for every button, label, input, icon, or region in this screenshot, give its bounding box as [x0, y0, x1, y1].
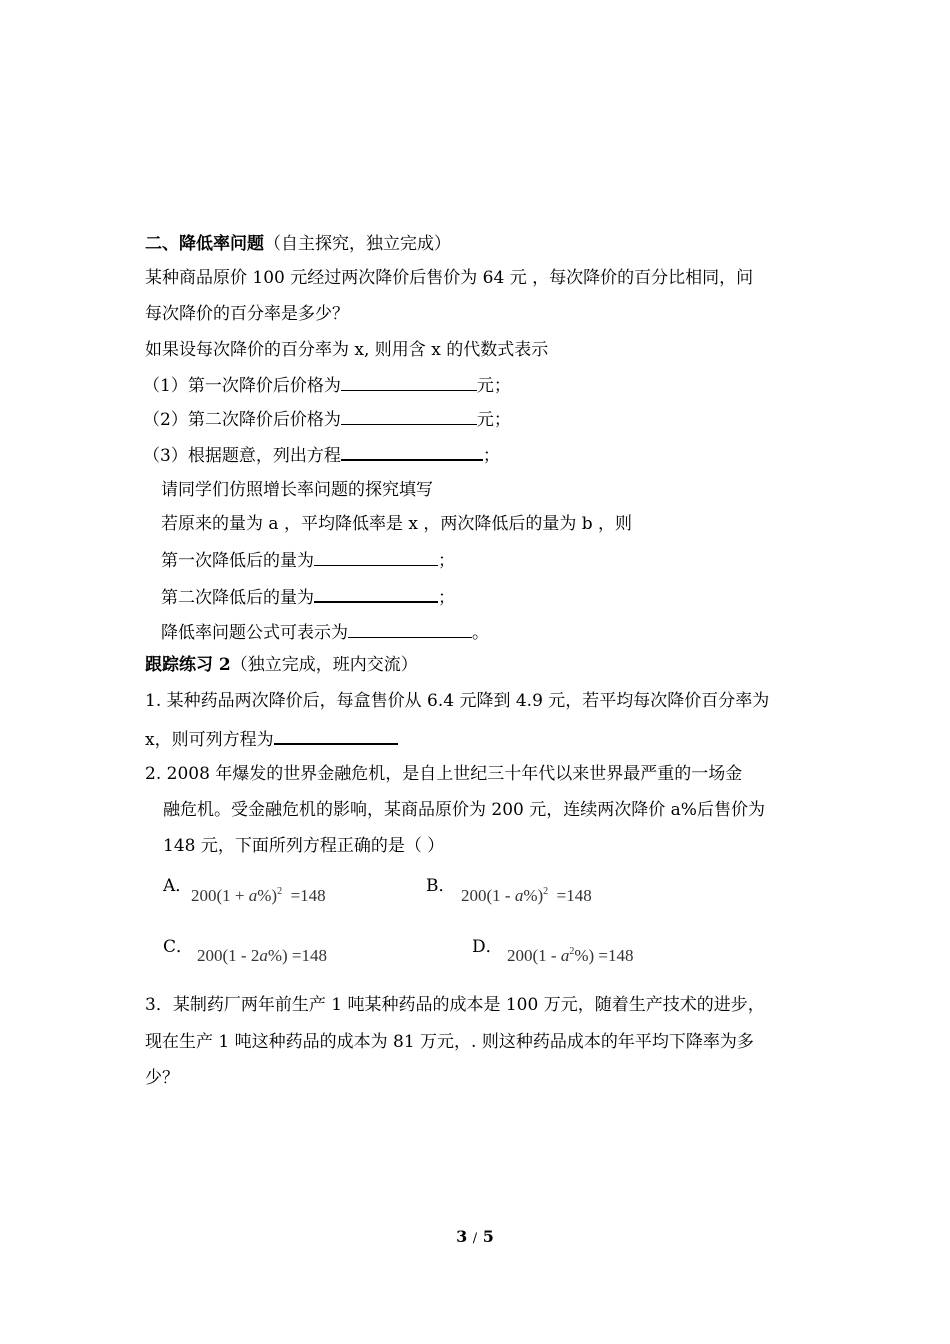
option-a-label[interactable]: A． — [163, 876, 193, 896]
formula-part: %) — [257, 886, 278, 905]
formula-rhs: =148 — [598, 946, 634, 965]
exercise-3-line: 现在生产 1 吨这种药品的成本为 81 万元，. 则这种药品成本的年平均下降率为多 — [145, 1032, 754, 1052]
answer-blank[interactable] — [341, 406, 477, 425]
formula-line — [161, 619, 489, 645]
answer-blank[interactable] — [341, 441, 483, 461]
question-1-text: （1）第一次降价后价格为 — [143, 376, 341, 396]
page-separator: / — [472, 1231, 478, 1246]
problem-text-line: 某种商品原价 100 元经过两次降价后售价为 64 元 ，每次降价的百分比相同，问 — [145, 268, 754, 288]
question-3-text: （3）根据题意，列出方程 — [143, 446, 341, 466]
practice-title: 跟踪练习 2 — [145, 655, 231, 675]
question-2-unit: 元； — [476, 410, 511, 430]
formula-rhs: =148 — [291, 946, 327, 965]
question-2 — [143, 406, 511, 432]
formula-part: %) — [267, 946, 288, 965]
formula-rhs: =148 — [556, 886, 592, 905]
formula-part: %) — [574, 946, 595, 965]
option-a-formula — [191, 885, 326, 907]
formula-exponent: 2 — [543, 886, 549, 897]
second-reduction — [161, 583, 455, 610]
formula-exponent: 2 — [569, 946, 575, 957]
formula-variable: a — [560, 946, 570, 965]
inquiry-assumption: 若原来的量为 a ，平均降低率是 x ，两次降低后的量为 b ，则 — [161, 514, 633, 534]
question-2-text: （2）第二次降价后价格为 — [143, 410, 341, 430]
formula-exponent: 2 — [277, 886, 283, 897]
practice-heading — [145, 653, 418, 677]
current-page: 3 — [456, 1227, 468, 1246]
exercise-2-line: 148 元，下面所列方程正确的是（ ） — [163, 836, 445, 856]
formula-variable: a — [248, 886, 258, 905]
exercise-1-line — [145, 725, 398, 752]
exercise-1-text: x，则可列方程为 — [145, 730, 274, 750]
question-1-unit: 元； — [476, 376, 511, 396]
first-reduction — [161, 547, 455, 573]
punct: ； — [438, 551, 455, 571]
answer-blank[interactable] — [314, 547, 438, 566]
answer-blank[interactable] — [274, 725, 398, 745]
section-note: （自主探究，独立完成） — [264, 234, 451, 254]
second-reduction-text: 第二次降低后的量为 — [161, 588, 314, 608]
answer-blank[interactable] — [314, 583, 438, 603]
option-c-label[interactable]: C． — [163, 937, 194, 957]
exercise-2-line: 2. 2008 年爆发的世界金融危机，是自上世纪三十年代以来世界最严重的一场金 — [145, 764, 743, 784]
section-heading — [145, 232, 451, 256]
setup-text: 如果设每次降价的百分率为 x, 则用含 x 的代数式表示 — [145, 340, 549, 360]
exercise-3-line: 3．某制药厂两年前生产 1 吨某种药品的成本是 100 万元，随着生产技术的进步， — [145, 995, 765, 1015]
inquiry-intro: 请同学们仿照增长率问题的探究填写 — [161, 480, 433, 500]
exercise-2-line: 融危机。受金融危机的影响，某商品原价为 200 元，连续两次降价 a%后售价为 — [163, 800, 765, 820]
punct: 。 — [472, 623, 489, 643]
option-b-label[interactable]: B． — [426, 876, 456, 896]
question-3-punct: ； — [482, 446, 500, 466]
formula-part: 200(1 + — [191, 886, 249, 905]
question-1 — [143, 372, 511, 398]
exercise-1-line: 1. 某种药品两次降价后，每盒售价从 6.4 元降到 4.9 元，若平均每次降价百分率为 — [145, 691, 770, 711]
formula-text: 降低率问题公式可表示为 — [161, 623, 348, 643]
formula-part: 200(1 - 2 — [197, 946, 260, 965]
option-d-formula — [507, 945, 634, 967]
practice-note: （独立完成，班内交流） — [230, 655, 418, 675]
total-pages: 5 — [482, 1227, 494, 1246]
option-c-formula — [197, 945, 327, 967]
formula-part: 200(1 - — [507, 946, 561, 965]
formula-variable: a — [259, 946, 268, 965]
exercise-3-line: 少？ — [145, 1068, 179, 1088]
answer-blank[interactable] — [341, 372, 477, 391]
problem-text-line: 每次降价的百分率是多少？ — [145, 304, 349, 324]
answer-blank[interactable] — [348, 619, 472, 638]
option-d-label[interactable]: D． — [472, 937, 503, 957]
question-3 — [143, 441, 500, 468]
formula-part: %) — [523, 886, 544, 905]
first-reduction-text: 第一次降低后的量为 — [161, 551, 314, 571]
section-title: 二、降低率问题 — [145, 234, 264, 254]
formula-variable: a — [514, 886, 524, 905]
page-number — [0, 1226, 950, 1250]
formula-part: 200(1 - — [461, 886, 515, 905]
punct: ； — [438, 588, 455, 608]
formula-rhs: =148 — [290, 886, 326, 905]
option-b-formula — [461, 885, 592, 907]
